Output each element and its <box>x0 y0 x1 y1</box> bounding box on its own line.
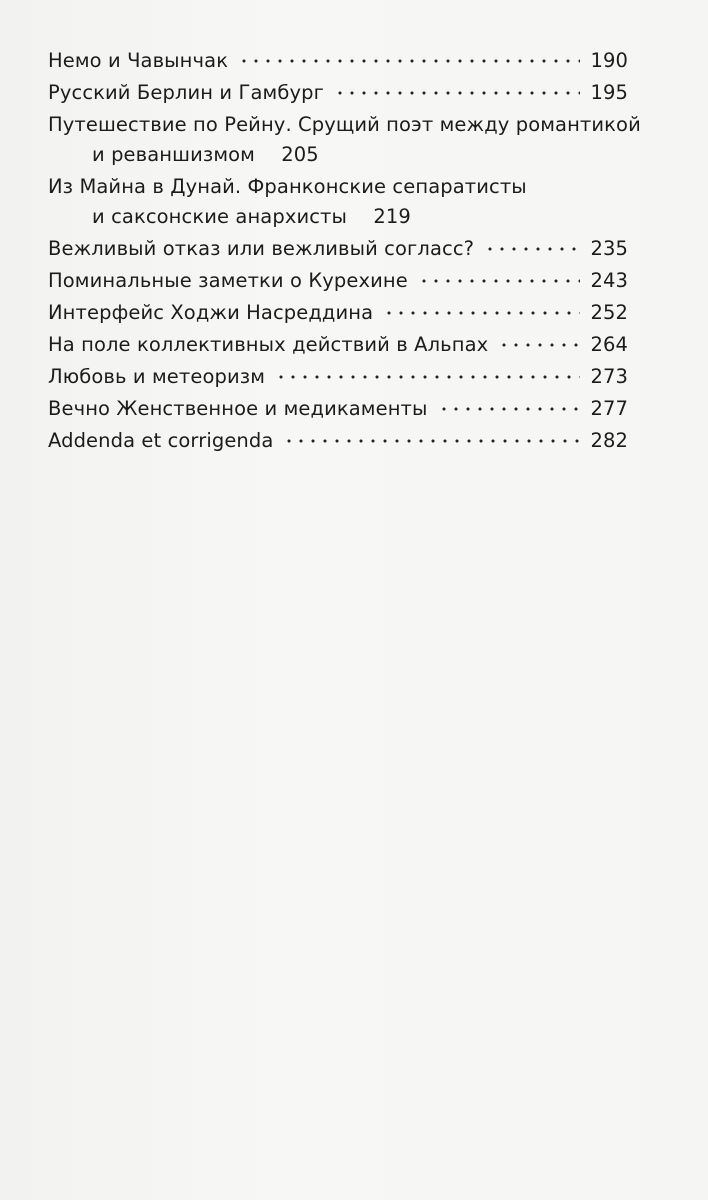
toc-page-number: 190 <box>590 49 628 72</box>
toc-page-number: 219 <box>373 205 411 228</box>
toc-entry <box>48 330 628 360</box>
toc-page-number: 252 <box>590 301 628 324</box>
toc-page-number: 243 <box>590 269 628 292</box>
toc-page-number: 273 <box>590 365 628 388</box>
dot-leader <box>498 343 580 347</box>
toc-entry <box>48 298 628 328</box>
toc-entry <box>48 266 628 296</box>
dot-leader <box>438 407 581 411</box>
toc-entry-title: Вечно Женственное и медикаменты <box>48 397 428 420</box>
toc-entry-title: Русский Берлин и Гамбург <box>48 81 324 104</box>
toc-entry <box>48 426 628 456</box>
toc-entry-title: Поминальные заметки о Курехине <box>48 269 408 292</box>
dot-leader <box>484 247 580 251</box>
toc-row <box>48 266 628 296</box>
toc-entry-title: Путешествие по Рейну. Срущий поэт между романтикой <box>48 113 641 136</box>
toc-row <box>48 140 628 170</box>
dot-leader <box>334 91 581 95</box>
toc-page-number: 282 <box>590 429 628 452</box>
toc-entry-title: Из Майна в Дунай. Франконские сепаратисты <box>48 175 527 198</box>
toc-page-number: 235 <box>590 237 628 260</box>
toc-entry-title: Интерфейс Ходжи Насреддина <box>48 301 374 324</box>
toc-entry <box>48 46 628 76</box>
toc-page-number: 264 <box>590 333 628 356</box>
toc-entry-title: Вежливый отказ или вежливый согласс? <box>48 237 475 260</box>
toc-page-number: 277 <box>590 397 628 420</box>
toc-row <box>48 426 628 456</box>
toc-row <box>48 330 628 360</box>
toc-entry <box>48 234 628 264</box>
toc-row <box>48 394 628 424</box>
toc-entry <box>48 110 641 170</box>
toc-row <box>48 298 628 328</box>
toc-page-number: 205 <box>281 143 319 166</box>
toc-entry-title-continuation: и саксонские анархисты <box>92 205 348 228</box>
toc-page-number: 195 <box>590 81 628 104</box>
toc-entry <box>48 362 628 392</box>
toc-row <box>48 234 628 264</box>
dot-leader <box>275 375 580 379</box>
dot-leader <box>283 439 580 443</box>
table-of-contents <box>48 46 641 456</box>
toc-entry <box>48 78 628 108</box>
toc-entry-title-continuation: и реваншизмом <box>92 143 255 166</box>
toc-entry-title: Любовь и метеоризм <box>48 365 266 388</box>
toc-entry <box>48 394 628 424</box>
toc-entry-title: Addenda et corrigenda <box>48 429 274 452</box>
toc-entry-title: На поле коллективных действий в Альпах <box>48 333 489 356</box>
toc-row <box>48 202 628 232</box>
toc-row <box>48 362 628 392</box>
toc-entry-title: Немо и Чавынчак <box>48 49 229 72</box>
toc-row <box>48 46 628 76</box>
dot-leader <box>383 311 580 315</box>
dot-leader <box>238 59 580 63</box>
dot-leader <box>418 279 581 283</box>
toc-row <box>48 78 628 108</box>
toc-entry <box>48 172 628 232</box>
